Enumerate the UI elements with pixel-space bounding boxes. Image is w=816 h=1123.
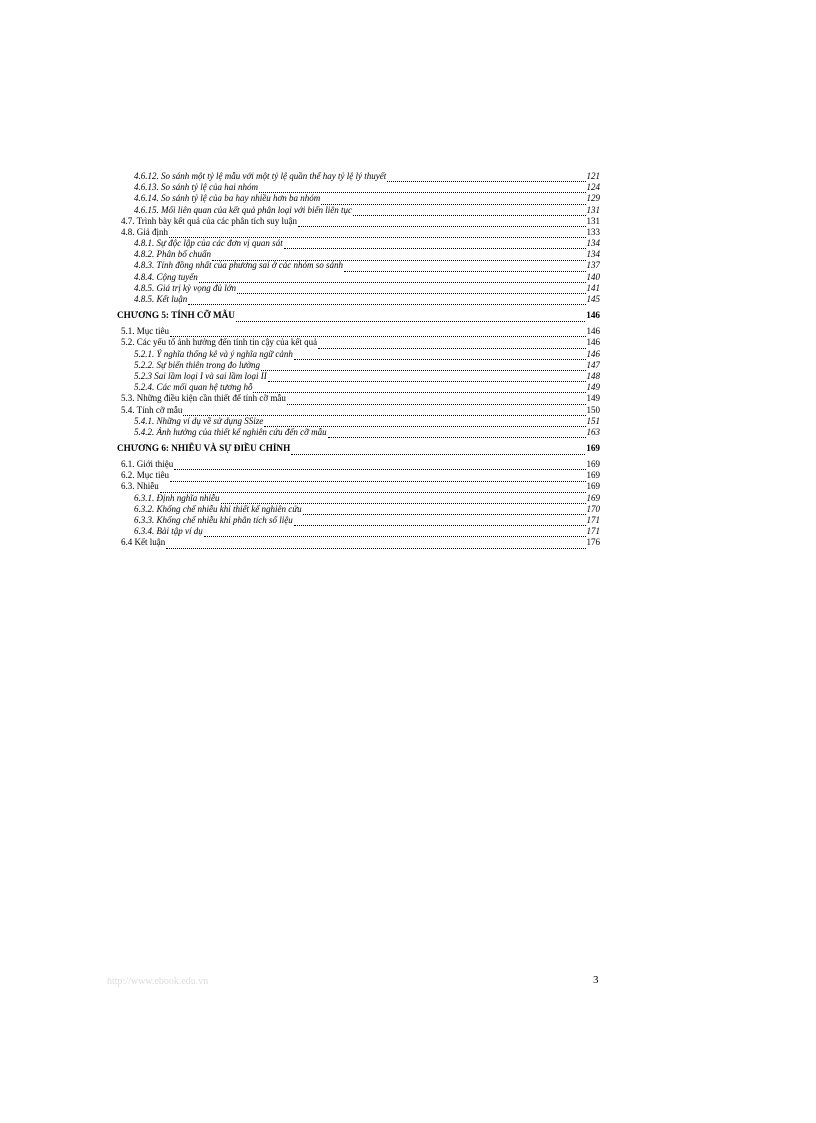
toc-dot-leader bbox=[303, 506, 586, 515]
toc-entry-title: 6.3. Nhiễu bbox=[121, 481, 159, 492]
toc-dot-leader bbox=[259, 184, 586, 193]
toc-dot-leader bbox=[328, 429, 586, 438]
toc-entry-page: 149 bbox=[586, 393, 600, 404]
toc-entry[interactable] bbox=[117, 482, 600, 493]
toc-dot-leader bbox=[221, 495, 586, 504]
toc-entry-page: 133 bbox=[586, 226, 600, 237]
toc-entry[interactable] bbox=[117, 272, 600, 283]
toc-dot-leader bbox=[204, 528, 586, 537]
toc-entry[interactable] bbox=[117, 261, 600, 272]
toc-entry-page: 146 bbox=[586, 326, 600, 337]
toc-entry-page: 150 bbox=[586, 404, 600, 415]
toc-entry[interactable] bbox=[117, 227, 600, 238]
toc-entry-page: 149 bbox=[586, 382, 600, 393]
toc-dot-leader bbox=[174, 461, 585, 470]
toc-dot-leader bbox=[318, 340, 585, 349]
toc-entry-title: 4.8.1. Sự độc lập của các đơn vị quan sát bbox=[134, 238, 283, 249]
toc-chapter-entry[interactable] bbox=[117, 308, 600, 322]
toc-entry-page: 140 bbox=[586, 271, 600, 282]
toc-entry-title: 5.4. Tính cỡ mẫu bbox=[121, 404, 183, 415]
toc-entry[interactable] bbox=[117, 216, 600, 227]
toc-entry-title: 6.2. Mục tiêu bbox=[121, 470, 169, 481]
toc-chapter-entry[interactable] bbox=[117, 441, 600, 455]
toc-entry-title: 5.2.1. Ý nghĩa thống kê và ý nghĩa ngữ cảnh bbox=[134, 348, 293, 359]
toc-entry-page: 137 bbox=[586, 260, 600, 271]
toc-entry-title: CHƯƠNG 5: TÍNH CỠ MẪU bbox=[117, 310, 235, 321]
toc-dot-leader bbox=[264, 418, 585, 427]
toc-entry-title: 6.3.4. Bài tập ví dụ bbox=[134, 526, 203, 537]
toc-entry-page: 146 bbox=[586, 348, 600, 359]
toc-entry[interactable] bbox=[117, 537, 600, 548]
toc-entry-title: 6.3.3. Khống chế nhiễu khi phân tích số liệu bbox=[134, 515, 293, 526]
toc-dot-leader bbox=[284, 240, 586, 249]
toc-entry-page: 163 bbox=[586, 426, 600, 437]
toc-entry-page: 134 bbox=[586, 238, 600, 249]
toc-entry[interactable] bbox=[117, 349, 600, 360]
page-number: 3 bbox=[593, 974, 599, 986]
toc-entry[interactable] bbox=[117, 337, 600, 348]
toc-entry-page: 169 bbox=[586, 470, 600, 481]
toc-entry-title: 4.8. Giả định bbox=[121, 226, 168, 237]
toc-entry-page: 146 bbox=[586, 337, 600, 348]
toc-entry[interactable] bbox=[117, 459, 600, 470]
toc-dot-leader bbox=[170, 328, 586, 337]
toc-entry-title: CHƯƠNG 6: NHIỄU VÀ SỰ ĐIỀU CHỈNH bbox=[117, 443, 291, 454]
toc-dot-leader bbox=[160, 484, 586, 493]
toc-dot-leader bbox=[212, 252, 586, 261]
toc-entry[interactable] bbox=[117, 371, 600, 382]
toc-dot-leader bbox=[344, 263, 585, 272]
toc-entry-page: 145 bbox=[586, 294, 600, 305]
toc-entry-page: 169 bbox=[586, 481, 600, 492]
toc-dot-leader bbox=[183, 407, 585, 416]
toc-entry-page: 124 bbox=[586, 182, 600, 193]
toc-entry-title: 5.4.2. Ảnh hưởng của thiết kế nghiên cứu đến cỡ mẫu bbox=[134, 426, 327, 437]
toc-entry-page: 121 bbox=[586, 171, 600, 181]
toc-dot-leader bbox=[169, 229, 586, 238]
toc-entry-page: 141 bbox=[586, 282, 600, 293]
toc-entry-title: 4.7. Trình bày kết quả của các phân tích suy luận bbox=[121, 215, 297, 226]
toc-entry-page: 148 bbox=[586, 371, 600, 381]
toc-entry[interactable] bbox=[117, 382, 600, 393]
toc-dot-leader bbox=[287, 396, 586, 405]
toc-dot-leader bbox=[291, 446, 585, 455]
toc-dot-leader bbox=[268, 373, 586, 382]
toc-entry[interactable] bbox=[117, 326, 600, 337]
toc-entry-title: 4.8.5. Giá trị kỳ vọng đủ lớn bbox=[134, 282, 237, 293]
toc-entry-page: 169 bbox=[586, 492, 600, 503]
toc-dot-leader bbox=[166, 540, 585, 549]
toc-entry-page: 131 bbox=[586, 204, 600, 215]
toc-entry[interactable] bbox=[117, 205, 600, 216]
toc-entry-title: 4.8.3. Tính đồng nhất của phương sai ở các nhóm so sánh bbox=[134, 260, 344, 271]
toc-entry[interactable] bbox=[117, 193, 600, 204]
toc-entry-page: 129 bbox=[586, 193, 600, 204]
toc-entry[interactable] bbox=[117, 238, 600, 249]
toc-entry-title: 4.8.2. Phân bố chuẩn bbox=[134, 249, 211, 260]
toc-entry[interactable] bbox=[117, 393, 600, 404]
toc-entry-title: 4.8.5. Kết luận bbox=[134, 294, 188, 305]
toc-entry-title: 5.4.1. Những ví dụ về sử dụng SSize bbox=[134, 415, 264, 426]
toc-entry-title: 6.1. Giới thiệu bbox=[121, 459, 174, 470]
toc-dot-leader bbox=[236, 313, 585, 322]
toc-entry-title: 5.2. Các yếu tố ảnh hưởng đến tính tin cậy của kết quả bbox=[121, 337, 318, 348]
toc-entry-title: 4.8.4. Cộng tuyến bbox=[134, 271, 198, 282]
toc-entry-page: 171 bbox=[586, 515, 600, 526]
toc-entry-title: 5.2.4. Các mối quan hệ tương hỗ bbox=[134, 382, 253, 393]
toc-entry[interactable] bbox=[117, 249, 600, 260]
toc-entry[interactable] bbox=[117, 504, 600, 515]
toc-entry-page: 169 bbox=[586, 443, 600, 454]
footer-url: http://www.ebook.edu.vn bbox=[107, 976, 209, 987]
toc-dot-leader bbox=[170, 473, 586, 482]
toc-entry[interactable] bbox=[117, 427, 600, 438]
toc-entry-title: 4.6.13. So sánh tỷ lệ của hai nhóm bbox=[134, 182, 258, 193]
toc-entry-page: 146 bbox=[586, 310, 600, 321]
toc-entry-title: 5.2.2. Sự biến thiên trong đo lường bbox=[134, 359, 261, 370]
toc-dot-leader bbox=[199, 274, 586, 283]
toc-dot-leader bbox=[253, 384, 585, 393]
toc-entry-page: 171 bbox=[586, 526, 600, 537]
toc-dot-leader bbox=[294, 351, 586, 360]
toc-entry-title: 6.4 Kết luận bbox=[121, 537, 166, 548]
toc-dot-leader bbox=[237, 285, 585, 294]
toc-dot-leader bbox=[261, 362, 585, 371]
toc-entry[interactable] bbox=[117, 526, 600, 537]
toc-entry-page: 169 bbox=[586, 459, 600, 470]
toc-entry[interactable] bbox=[117, 182, 600, 193]
table-of-contents bbox=[117, 171, 600, 549]
toc-dot-leader bbox=[387, 173, 585, 182]
toc-entry-page: 147 bbox=[586, 359, 600, 370]
toc-entry-title: 5.1. Mục tiêu bbox=[121, 326, 169, 337]
toc-dot-leader bbox=[298, 218, 586, 227]
toc-entry[interactable] bbox=[117, 493, 600, 504]
toc-entry[interactable] bbox=[117, 416, 600, 427]
toc-entry-title: 5.2.3 Sai lầm loại I và sai lầm loại II bbox=[134, 371, 267, 381]
toc-dot-leader bbox=[188, 296, 585, 305]
toc-entry-page: 170 bbox=[586, 503, 600, 514]
toc-entry-page: 134 bbox=[586, 249, 600, 260]
toc-entry[interactable] bbox=[117, 283, 600, 294]
toc-dot-leader bbox=[353, 207, 585, 216]
toc-entry[interactable] bbox=[117, 470, 600, 481]
toc-dot-leader bbox=[294, 517, 586, 526]
toc-entry-page: 131 bbox=[586, 215, 600, 226]
toc-entry-page: 151 bbox=[586, 415, 600, 426]
toc-entry[interactable] bbox=[117, 515, 600, 526]
toc-entry-title: 4.6.12. So sánh một tỷ lệ mẫu với một tỷ lệ quần thể hay tỷ lệ lý thuyết bbox=[134, 171, 387, 181]
toc-entry-title: 4.6.15. Mối liên quan của kết quả phân loại với biến liên tục bbox=[134, 204, 353, 215]
toc-entry-page: 176 bbox=[586, 537, 600, 548]
toc-entry-title: 5.3. Những điều kiện cần thiết để tính cỡ mẫu bbox=[121, 393, 286, 404]
toc-entry[interactable] bbox=[117, 360, 600, 371]
toc-dot-leader bbox=[321, 196, 585, 205]
toc-entry[interactable] bbox=[117, 294, 600, 305]
toc-entry-title: 4.6.14. So sánh tỷ lệ của ba hay nhiều hơn ba nhóm bbox=[134, 193, 321, 204]
toc-entry[interactable] bbox=[117, 405, 600, 416]
toc-entry-title: 6.3.1. Định nghĩa nhiễu bbox=[134, 492, 220, 503]
toc-entry-title: 6.3.2. Khống chế nhiễu khi thiết kế nghiên cứu bbox=[134, 503, 302, 514]
toc-entry[interactable] bbox=[117, 171, 600, 182]
